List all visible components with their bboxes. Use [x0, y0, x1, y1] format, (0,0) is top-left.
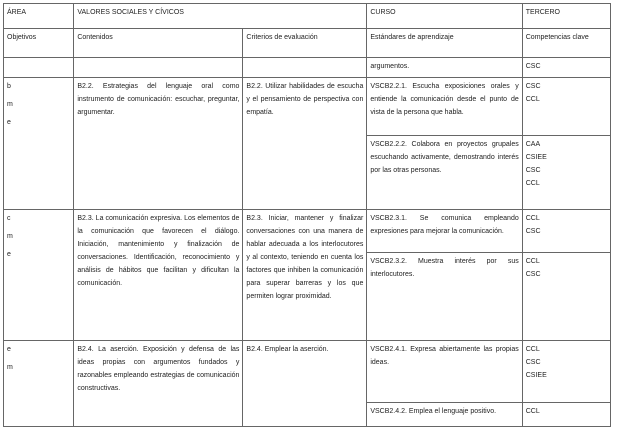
estandar-cell: VSCB2.2.2. Colabora en proyectos grupales escuchando activamente, demostrando interés por las otras personas.	[367, 136, 522, 210]
subject-title: VALORES SOCIALES Y CÍVICOS	[74, 4, 367, 29]
competencias-cell: CSC CCL	[522, 78, 610, 136]
curriculum-table	[3, 3, 611, 427]
contenido-cell: B2.2. Estrategias del lenguaje oral como instrumento de comunicación: escuchar, preguntar, argumentar.	[74, 78, 243, 210]
objetivos-cell: e m	[4, 341, 74, 427]
table-row	[4, 341, 611, 403]
contenido-cell: B2.4. La aserción. Exposición y defensa de las ideas propias con argumentos fundados y razonables empleando estrategias de comunicación constructivas.	[74, 341, 243, 427]
objetivos-cell: b m e	[4, 78, 74, 210]
competencias-cell: CCL CSC CSIEE	[522, 341, 610, 403]
competencias-cell: CAA CSIEE CSC CCL	[522, 136, 610, 210]
area-label: ÁREA	[4, 4, 74, 29]
competencias-cell: CCL	[522, 403, 610, 427]
course-value: TERCERO	[522, 4, 610, 29]
estandar-cell: VSCB2.3.1. Se comunica empleando expresiones para mejorar la comunicación.	[367, 210, 522, 253]
carryover-estandar: argumentos.	[367, 58, 522, 78]
estandar-cell: VSCB2.3.2. Muestra interés por sus interlocutores.	[367, 253, 522, 341]
estandar-cell: VSCB2.4.2. Emplea el lenguaje positivo.	[367, 403, 522, 427]
criterio-cell: B2.3. Iniciar, mantener y finalizar conversaciones con una manera de hablar adecuada a los interlocutores y al contexto, teniendo en cuenta los factores que inhiben la comunicación para superar barreras y los que permiten lograr proximidad.	[243, 210, 367, 341]
col-objetivos: Objetivos	[4, 29, 74, 58]
competencias-cell: CCL CSC	[522, 210, 610, 253]
competencias-cell: CCL CSC	[522, 253, 610, 341]
carryover-competencia: CSC	[522, 58, 610, 78]
estandar-cell: VSCB2.4.1. Expresa abiertamente las propias ideas.	[367, 341, 522, 403]
col-competencias: Competencias clave	[522, 29, 610, 58]
header-row	[4, 4, 611, 29]
criterio-cell: B2.2. Utilizar habilidades de escucha y el pensamiento de perspectiva con empatía.	[243, 78, 367, 210]
table-row	[4, 78, 611, 136]
criterio-cell: B2.4. Emplear la aserción.	[243, 341, 367, 427]
col-criterios: Criterios de evaluación	[243, 29, 367, 58]
objetivos-cell: c m e	[4, 210, 74, 341]
estandar-cell: VSCB2.2.1. Escucha exposiciones orales y entiende la comunicación desde el punto de vista de la persona que habla.	[367, 78, 522, 136]
col-contenidos: Contenidos	[74, 29, 243, 58]
column-header-row	[4, 29, 611, 58]
contenido-cell: B2.3. La comunicación expresiva. Los elementos de la comunicación que favorecen el diálogo. Iniciación, mantenimiento y finalización de conversaciones. Identificación, reconocimiento y análisis de hábitos que facilitan y dificultan la comunicación.	[74, 210, 243, 341]
course-label: CURSO	[367, 4, 522, 29]
table-row	[4, 210, 611, 253]
carryover-row	[4, 58, 611, 78]
col-estandares: Estándares de aprendizaje	[367, 29, 522, 58]
